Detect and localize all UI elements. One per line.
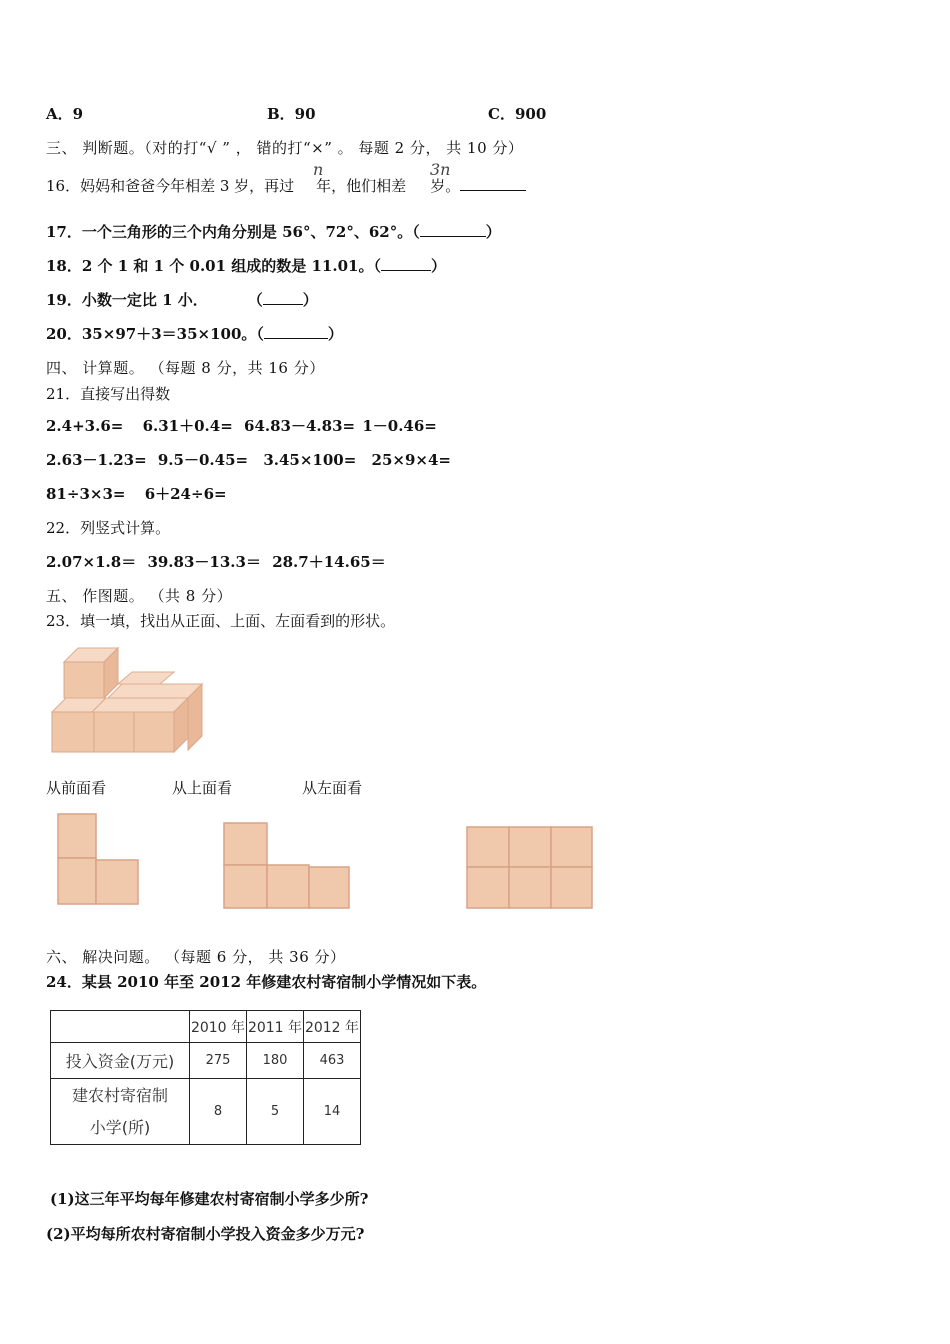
top-view-shape xyxy=(220,820,354,912)
q19-text: 19．小数一定比 1 小． xyxy=(46,291,208,309)
label-top-view: 从上面看 xyxy=(172,779,233,797)
q18-text: 18．2 个 1 和 1 个 0.01 组成的数是 11.01。（ xyxy=(46,257,381,275)
section-6-title: 六、 解决问题。 （每题 6 分， 共 36 分） xyxy=(46,948,346,966)
table-cell: 8 xyxy=(190,1079,247,1145)
q20-close: ） xyxy=(327,325,343,343)
calc-item: 3.45×100= xyxy=(263,451,357,469)
table-row xyxy=(51,1011,361,1043)
q19-close: ） xyxy=(302,291,318,309)
calc-row-1 xyxy=(46,415,437,436)
option-b: B．90 xyxy=(267,105,316,123)
q20-text: 20．35×97＋3＝35×100。（ xyxy=(46,325,264,343)
table-row-label: 投入资金(万元) xyxy=(51,1043,190,1079)
table-row-label-line: 小学(所) xyxy=(89,1117,151,1137)
table-row xyxy=(51,1079,361,1145)
table-row-label-line: 建农村寄宿制 xyxy=(71,1085,168,1105)
cube-front-face xyxy=(134,712,174,752)
view-square xyxy=(509,827,551,867)
calc-row-4 xyxy=(46,551,386,572)
calc-item: 2.07×1.8＝ xyxy=(46,553,137,571)
table-header-cell: 2011 年 xyxy=(247,1011,304,1043)
q17-text: 17．一个三角形的三个内角分别是 56°、72°、62°。（ xyxy=(46,223,420,241)
calc-row-3 xyxy=(46,483,227,504)
calc-item: 9.5－0.45= xyxy=(157,451,249,469)
q16-text-2: 年，他们相差 xyxy=(316,177,407,195)
view-square xyxy=(224,865,267,908)
view-square xyxy=(509,867,551,908)
sub-question-1: (1)这三年平均每年修建农村寄宿制小学多少所? xyxy=(50,1190,369,1208)
view-square xyxy=(58,814,96,858)
table-cell: 5 xyxy=(247,1079,304,1145)
section-3-title: 三、 判断题。（对的打“√ ” ， 错的打“×” 。 每题 2 分， 共 10 分） xyxy=(46,139,524,157)
sub-question-2: (2)平均每所农村寄宿制小学投入资金多少万元? xyxy=(46,1225,365,1243)
q16-answer-blank[interactable] xyxy=(460,176,526,191)
q20-answer-blank[interactable] xyxy=(264,324,328,339)
front-view-shape xyxy=(54,810,144,910)
q16-text-3: 岁。 xyxy=(430,177,461,195)
q19-answer-blank[interactable] xyxy=(263,290,303,305)
view-square xyxy=(551,827,592,867)
view-square xyxy=(58,858,96,904)
calc-item: 6.31＋0.4= xyxy=(142,417,233,435)
table-row xyxy=(51,1043,361,1079)
calc-item: 81÷3×3= xyxy=(46,485,126,503)
cube-front-face xyxy=(94,712,134,752)
calc-item: 1－0.46= xyxy=(362,417,437,435)
view-square xyxy=(267,865,309,908)
view-square xyxy=(551,867,592,908)
cube-top-face xyxy=(118,672,174,684)
table-header-cell xyxy=(51,1011,190,1043)
cube-front-face xyxy=(52,712,94,752)
option-a: A．9 xyxy=(46,105,84,123)
table-cell: 275 xyxy=(190,1043,247,1079)
table-header-cell: 2012 年 xyxy=(304,1011,361,1043)
table-cell: 180 xyxy=(247,1043,304,1079)
data-table xyxy=(50,1010,361,1145)
q16-var-n: n xyxy=(313,160,324,179)
cube-top-face xyxy=(108,684,202,698)
view-square xyxy=(96,860,138,904)
cube-top-face xyxy=(92,698,188,712)
section-4-title: 四、 计算题。 （每题 8 分，共 16 分） xyxy=(46,359,325,377)
q17-close: ） xyxy=(485,223,501,241)
question-24: 24．某县 2010 年至 2012 年修建农村寄宿制小学情况如下表。 xyxy=(46,973,487,991)
view-square xyxy=(309,867,349,908)
left-view-shape xyxy=(464,824,596,912)
section-5-title: 五、 作图题。 （共 8 分） xyxy=(46,587,233,605)
question-18 xyxy=(46,255,446,276)
q16-var-3n: 3n xyxy=(430,160,451,179)
question-22: 22．列竖式计算。 xyxy=(46,519,171,537)
q18-answer-blank[interactable] xyxy=(381,256,431,271)
calc-item: 2.4+3.6= xyxy=(46,417,124,435)
label-left-view: 从左面看 xyxy=(302,779,363,797)
question-19 xyxy=(46,289,318,310)
table-cell: 463 xyxy=(304,1043,361,1079)
calc-item: 6＋24÷6= xyxy=(144,485,227,503)
option-c: C．900 xyxy=(488,105,547,123)
view-square xyxy=(467,867,509,908)
question-16 xyxy=(46,175,526,196)
label-front-view: 从前面看 xyxy=(46,779,107,797)
calc-row-2 xyxy=(46,449,451,470)
question-17 xyxy=(46,221,501,242)
calc-item: 39.83－13.3＝ xyxy=(147,553,261,571)
cube-figure xyxy=(48,644,208,756)
q16-text-1: 16．妈妈和爸爸今年相差 3 岁，再过 xyxy=(46,177,295,195)
calc-item: 64.83－4.83= xyxy=(244,417,356,435)
q18-close: ） xyxy=(430,257,446,275)
q19-open: （ xyxy=(247,291,263,309)
calc-item: 25×9×4= xyxy=(371,451,451,469)
calc-item: 2.63－1.23= xyxy=(46,451,147,469)
table-cell: 14 xyxy=(304,1079,361,1145)
question-23: 23．填一填，找出从正面、上面、左面看到的形状。 xyxy=(46,612,396,630)
view-square xyxy=(467,827,509,867)
q17-answer-blank[interactable] xyxy=(420,222,486,237)
view-square xyxy=(224,823,267,865)
question-21: 21．直接写出得数 xyxy=(46,385,171,403)
calc-item: 28.7＋14.65＝ xyxy=(272,553,386,571)
question-20 xyxy=(46,323,343,344)
cube-front-face xyxy=(64,662,104,698)
table-header-cell: 2010 年 xyxy=(190,1011,247,1043)
table-row-label xyxy=(51,1079,190,1145)
